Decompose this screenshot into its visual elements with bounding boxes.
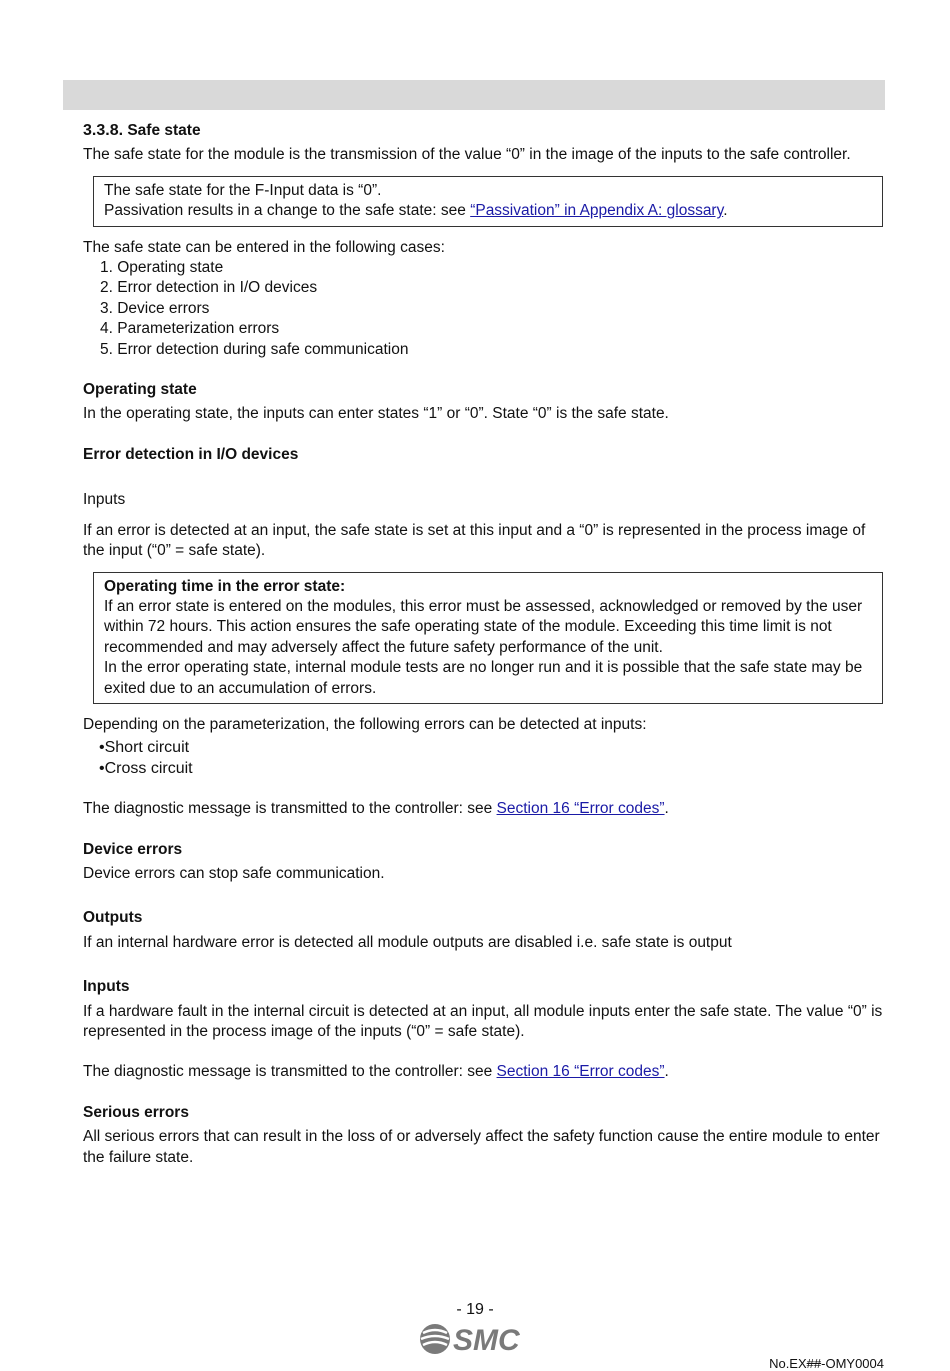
heading-operating-state: Operating state (83, 381, 197, 399)
error-detection-text: If an error is detected at an input, the safe state is set at this input and a “0” is represented in the process image of the input (“0” = safe state). (83, 521, 866, 560)
heading-outputs: Outputs (83, 909, 143, 927)
list-item: 1. Operating state (100, 259, 224, 277)
page-number: - 19 - (456, 1301, 494, 1318)
section-intro: The safe state for the module is the transmission of the value “0” in the image of the inputs to the safe controller. (83, 146, 851, 164)
note-text: Passivation results in a change to the safe state: see (104, 202, 471, 220)
page-content (83, 121, 883, 1168)
section-number: 3.3.8. (83, 122, 124, 139)
detectable-intro: Depending on the parameterization, the following errors can be detected at inputs: (83, 715, 647, 733)
smc-logo-text: SMC (453, 1324, 520, 1356)
note-text: If an error state is entered on the modules, this error must be assessed, acknowledged or removed by the user within 72 hours. This action ensures the safe operating state of the module. Exceeding this time limit is not recommended and may adversely affect the future safety performance of the unit. (104, 597, 863, 656)
passivation-link[interactable]: “Passivation” in Appendix A: glossary (470, 202, 724, 220)
header-bar (63, 80, 885, 110)
inputs-text: If a hardware fault in the internal circuit is detected at an input, all module inputs enter the safe state. The value “0” is represented in the process image of the inputs (“0” = safe state). (83, 1002, 883, 1040)
heading-error-detection: Error detection in I/O devices (83, 445, 299, 463)
error-codes-link[interactable]: Section 16 “Error codes” (496, 800, 665, 818)
cases-list (83, 258, 883, 360)
heading-device-errors: Device errors (83, 840, 183, 858)
list-item: 3. Device errors (100, 299, 210, 317)
note-box-operating-time (93, 572, 883, 704)
subheading-inputs: Inputs (83, 491, 126, 509)
doc-struck: ## (806, 1356, 822, 1371)
note-heading: Operating time in the error state: (104, 577, 346, 595)
diag-text: The diagnostic message is transmitted to the controller: see (83, 1063, 497, 1081)
doc-prefix: No.EX (769, 1356, 807, 1371)
bullet-item: •Cross circuit (99, 759, 193, 777)
bullet-item: •Short circuit (99, 739, 190, 757)
note-text: . (723, 202, 728, 220)
list-item: 4. Parameterization errors (100, 320, 280, 338)
document-number (769, 1356, 884, 1371)
smc-logo-mark (420, 1324, 450, 1354)
section-title (83, 121, 883, 141)
smc-logo (419, 1322, 529, 1356)
note-line: The safe state for the F-Input data is “0”. (104, 181, 382, 199)
doc-suffix: -OMY0004 (821, 1356, 884, 1371)
diagnostic-message (83, 799, 883, 819)
note-text: In the error operating state, internal module tests are no longer run and it is possible that the safe state may be exited due to an accumulation of errors. (104, 659, 863, 697)
device-errors-text: Device errors can stop safe communication. (83, 864, 385, 882)
detectable-list (83, 738, 883, 779)
section-title-text: Safe state (127, 122, 201, 139)
note-box-safe-state (93, 176, 883, 227)
error-codes-link[interactable]: Section 16 “Error codes” (496, 1063, 665, 1081)
cases-intro: The safe state can be entered in the following cases: (83, 238, 445, 256)
heading-inputs: Inputs (83, 978, 130, 996)
serious-errors-text: All serious errors that can result in the loss of or adversely affect the safety function cause the entire module to enter the failure state. (83, 1128, 880, 1166)
heading-serious-errors: Serious errors (83, 1103, 189, 1121)
note-line (104, 201, 872, 221)
list-item: 2. Error detection in I/O devices (100, 279, 318, 297)
diag-text: The diagnostic message is transmitted to the controller: see (83, 800, 497, 818)
diagnostic-message (83, 1062, 883, 1082)
diag-text: . (664, 1063, 669, 1081)
operating-state-text: In the operating state, the inputs can enter states “1” or “0”. State “0” is the safe state. (83, 405, 669, 423)
diag-text: . (664, 800, 669, 818)
list-item: 5. Error detection during safe communication (100, 340, 409, 358)
outputs-text: If an internal hardware error is detected all module outputs are disabled i.e. safe state is output (83, 933, 732, 951)
